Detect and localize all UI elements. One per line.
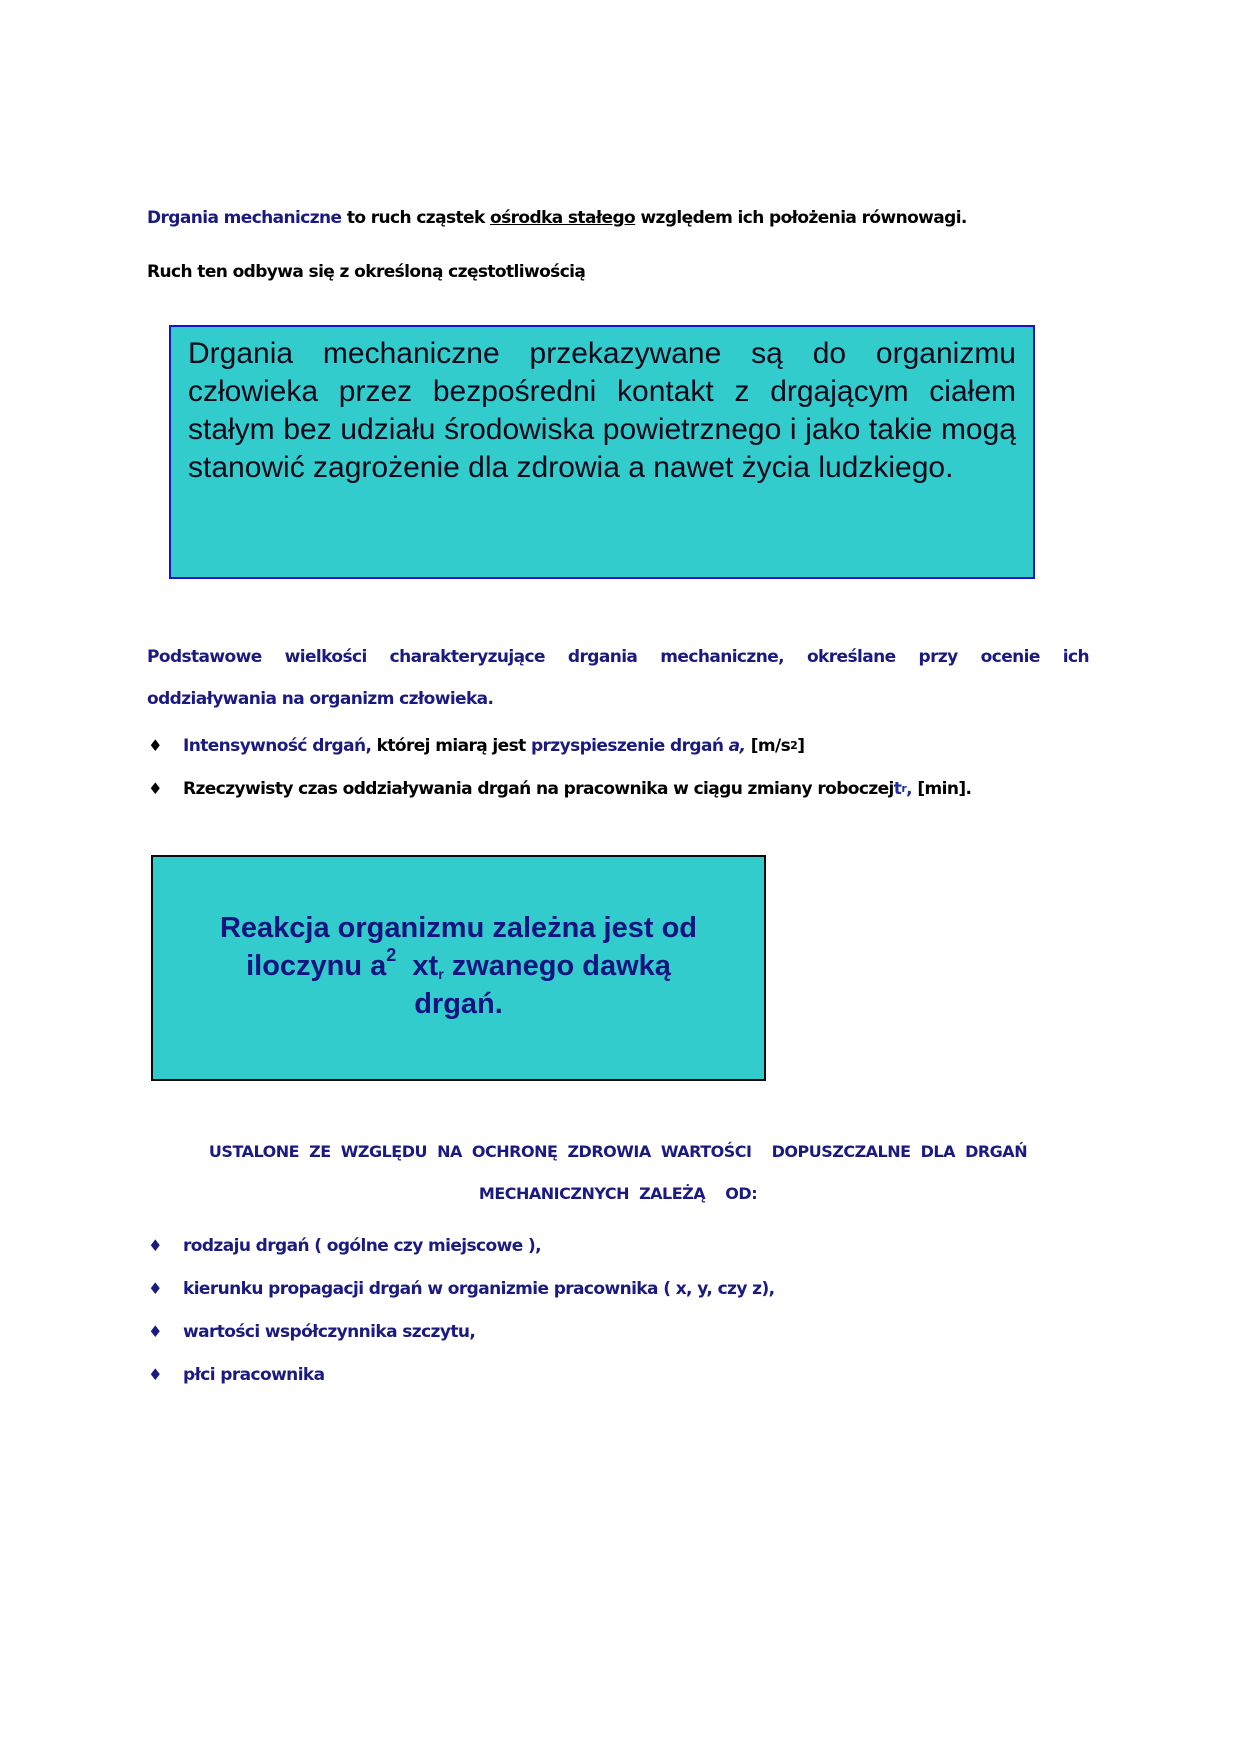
unit-text-end: ]: [797, 735, 805, 756]
list-item: [147, 1267, 774, 1310]
definition-paragraph: [147, 206, 967, 230]
definition-term: Drgania mechaniczne: [147, 208, 342, 228]
time-symbol: t: [893, 778, 902, 799]
list-item-text: kierunku propagacji drgań w organizmie pracownika ( x, y, czy z),: [183, 1278, 775, 1299]
intro-word: Podstawowe: [147, 647, 262, 667]
diamond-bullet-icon: ♦: [148, 1365, 162, 1384]
definition-text-end: względem ich położenia równowagi.: [635, 208, 967, 228]
info-box-dose: [151, 855, 766, 1081]
definition-underlined-term: ośrodka stałego: [489, 208, 636, 228]
intro-word: wielkości: [284, 647, 367, 667]
intensity-label: Intensywność drgań,: [183, 735, 372, 756]
intro-word: przy: [918, 647, 958, 667]
dose-line2-prefix: iloczynu a: [246, 950, 387, 982]
dose-line1: Reakcja organizmu zależna jest od: [219, 912, 698, 944]
list-item: [147, 1353, 774, 1396]
info-box-dose-text: [153, 909, 764, 1023]
factors-list: [147, 1224, 774, 1396]
intro-word: określane: [806, 647, 896, 667]
intro-word: drgania: [567, 647, 638, 667]
intro-word: charakteryzujące: [389, 647, 545, 667]
diamond-bullet-icon: ♦: [148, 779, 162, 798]
quantities-intro-line2: oddziaływania na organizm człowieka.: [147, 689, 494, 709]
diamond-bullet-icon: ♦: [148, 1322, 162, 1341]
unit-text: [m/s: [745, 735, 791, 756]
diamond-bullet-icon: ♦: [148, 736, 162, 755]
list-item-text: Rzeczywisty czas oddziaływania drgań na pracownika w ciągu zmiany roboczej: [183, 778, 894, 799]
acceleration-label: przyspieszenie drgań: [530, 735, 729, 756]
info-box-transmission-text: Drgania mechaniczne przekazywane są do organizmu człowieka przez bezpośredni kontakt z drgającym ciałem stałym bez udziału środowiska powietrznego i jako takie mogą stanowić zagrożenie dla zdrowia a nawet życia ludzkiego.: [188, 337, 1016, 484]
dose-line2-suffix: zwanego dawką: [443, 950, 671, 982]
definition-text: to ruch cząstek: [341, 208, 490, 228]
list-item-text: której miarą jest: [371, 735, 531, 756]
list-item-text: rodzaju drgań ( ogólne czy miejscowe ),: [183, 1235, 541, 1256]
dose-line3: drgań.: [414, 988, 503, 1020]
unit-text: [min].: [912, 778, 972, 799]
list-item: [147, 1310, 774, 1353]
dose-line2: [153, 947, 764, 985]
intro-word: mechaniczne,: [660, 647, 784, 667]
acceleration-symbol: a,: [728, 735, 746, 756]
list-item-text: płci pracownika: [183, 1364, 325, 1385]
info-box-transmission: [169, 325, 1035, 579]
limits-heading-line1: USTALONE ZE WZGLĘDU NA OCHRONĘ ZDROWIA WARTOŚCI DOPUSZCZALNE DLA DRGAŃ: [208, 1142, 1028, 1161]
limits-heading-line2: MECHANICZNYCH ZALEŻĄ OD:: [478, 1184, 758, 1203]
limits-heading: [147, 1131, 1089, 1215]
list-item: ♦ Intensywność drgań, której miarą jest przyspieszenie drgań a, [m/s 2 ]: [148, 735, 805, 756]
dose-superscript: 2: [386, 945, 397, 965]
quantities-intro-line1: [147, 636, 1089, 678]
intro-word: ocenie: [980, 647, 1040, 667]
time-symbol-suffix: ,: [906, 778, 912, 799]
quantities-list: [147, 724, 971, 810]
list-item: [147, 1224, 774, 1267]
dose-line2-mid: xt: [396, 950, 439, 982]
intro-word: ich: [1062, 647, 1089, 667]
diamond-bullet-icon: ♦: [148, 1279, 162, 1298]
dose-subscript: r: [438, 966, 444, 982]
list-item: ♦ Rzeczywisty czas oddziaływania drgań na pracownika w ciągu zmiany roboczej t r , [min].: [148, 778, 972, 799]
frequency-note: Ruch ten odbywa się z określoną częstotliwością: [147, 262, 586, 282]
list-item-text: wartości współczynnika szczytu,: [183, 1321, 476, 1342]
quantities-intro-paragraph: [147, 636, 1089, 720]
diamond-bullet-icon: ♦: [148, 1236, 162, 1255]
